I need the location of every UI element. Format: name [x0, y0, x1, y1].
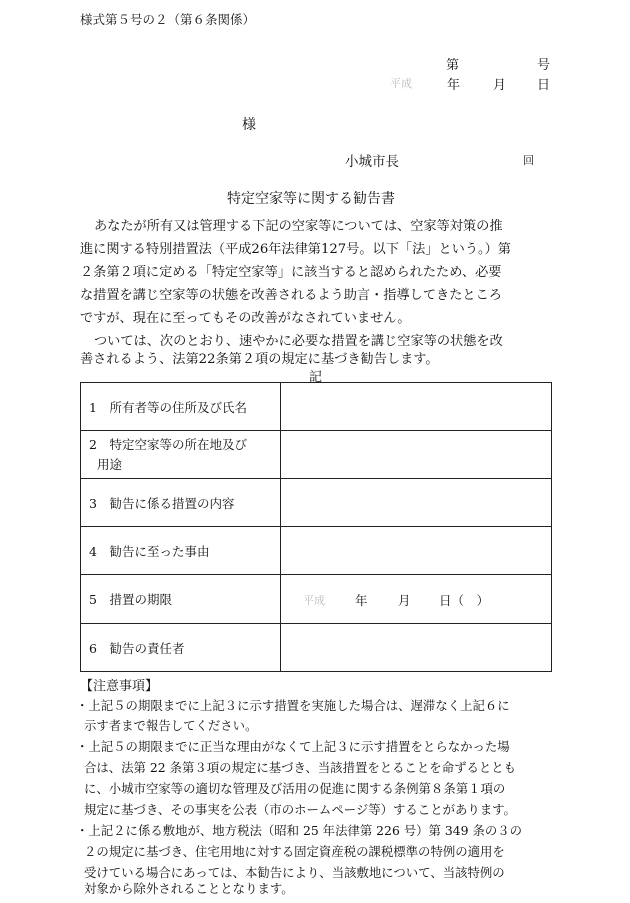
note-line: 示す者まで報告してください。	[84, 718, 258, 733]
note-line: 受けている場合にあっては、本勧告により、当該敷地について、当該特例の	[84, 865, 505, 880]
recommendation-table	[80, 382, 552, 672]
ki-heading: 記	[309, 370, 323, 385]
deadline-label: 5 措置の期限	[81, 575, 281, 624]
note-line: 規定に基づき、その事実を公表（市のホームページ等）することがあります。	[84, 802, 516, 817]
body-line: 善されるよう、法第22条第２項の規定に基づき勧告します。	[80, 352, 439, 367]
note-line: ・上記５の期限までに正当な理由がなくて上記３に示す措置をとらなかった場	[76, 739, 510, 754]
doc-number-suffix: 号	[537, 58, 551, 73]
date-month-label: 月	[493, 78, 507, 93]
reason-label: 4 勧告に至った事由	[81, 527, 281, 575]
body-line: あなたが所有又は管理する下記の空家等については、空家等対策の推	[94, 219, 503, 234]
responsible-label: 6 勧告の責任者	[81, 624, 281, 672]
seal-mark: 回	[523, 154, 534, 167]
date-year-label: 年	[447, 78, 461, 93]
location-value[interactable]	[281, 431, 552, 479]
note-line: ・上記５の期限までに上記３に示す措置を実施した場合は、遅滞なく上記６に	[76, 698, 510, 713]
date-day-label: 日	[537, 78, 551, 93]
note-line: 対象から除外されることとなります。	[84, 881, 294, 896]
date-era: 平成	[390, 77, 412, 90]
deadline-month: 月	[398, 593, 411, 608]
table-row	[81, 431, 552, 479]
doc-number-prefix: 第	[446, 58, 460, 73]
deadline-value[interactable]	[281, 575, 552, 624]
note-line: ・上記２に係る敷地が、地方税法（昭和 25 年法律第 226 号）第 349 条の３の	[76, 823, 523, 838]
table-row	[81, 624, 552, 672]
body-line: 進に関する特別措置法（平成26年法律第127号。以下「法」という。）第	[80, 242, 511, 257]
note-line: に、小城市空家等の適切な管理及び活用の促進に関する条例第８条第１項の	[84, 781, 506, 796]
form-number: 様式第５号の２（第６条関係）	[80, 12, 256, 27]
owner-value[interactable]	[281, 383, 552, 431]
owner-label: 1 所有者等の住所及び氏名	[81, 383, 281, 431]
deadline-era: 平成	[303, 594, 325, 607]
deadline-year: 年	[355, 593, 368, 608]
table-row	[81, 575, 552, 624]
body-line: ついては、次のとおり、速やかに必要な措置を講じ空家等の状態を改	[94, 334, 503, 349]
reason-value[interactable]	[281, 527, 552, 575]
deadline-day: 日（ ）	[439, 593, 490, 608]
location-label: 2 特定空家等の所在地及び 用途	[81, 431, 281, 479]
body-line: な措置を講じ空家等の状態を改善されるよう助言・指導してきたところ	[80, 288, 502, 303]
table-row	[81, 479, 552, 527]
measures-label: 3 勧告に係る措置の内容	[81, 479, 281, 527]
table-row	[81, 527, 552, 575]
note-line: ２の規定に基づき、住宅用地に対する固定資産税の課税標準の特例の適用を	[84, 844, 505, 859]
measures-value[interactable]	[281, 479, 552, 527]
notes-title: 【注意事項】	[80, 679, 159, 694]
addressee-suffix: 様	[242, 117, 256, 133]
note-line: 合は、法第 22 条第３項の規定に基づき、当該措置をとることを命ずるととも	[84, 760, 517, 775]
body-line: ですが、現在に至ってもその改善がなされていません。	[80, 311, 411, 326]
body-line: ２条第２項に定める「特定空家等」に該当すると認められたため、必要	[80, 265, 502, 280]
responsible-value[interactable]	[281, 624, 552, 672]
table-row	[81, 383, 552, 431]
document-title: 特定空家等に関する勧告書	[227, 191, 395, 207]
sender-name: 小城市長	[345, 154, 399, 170]
